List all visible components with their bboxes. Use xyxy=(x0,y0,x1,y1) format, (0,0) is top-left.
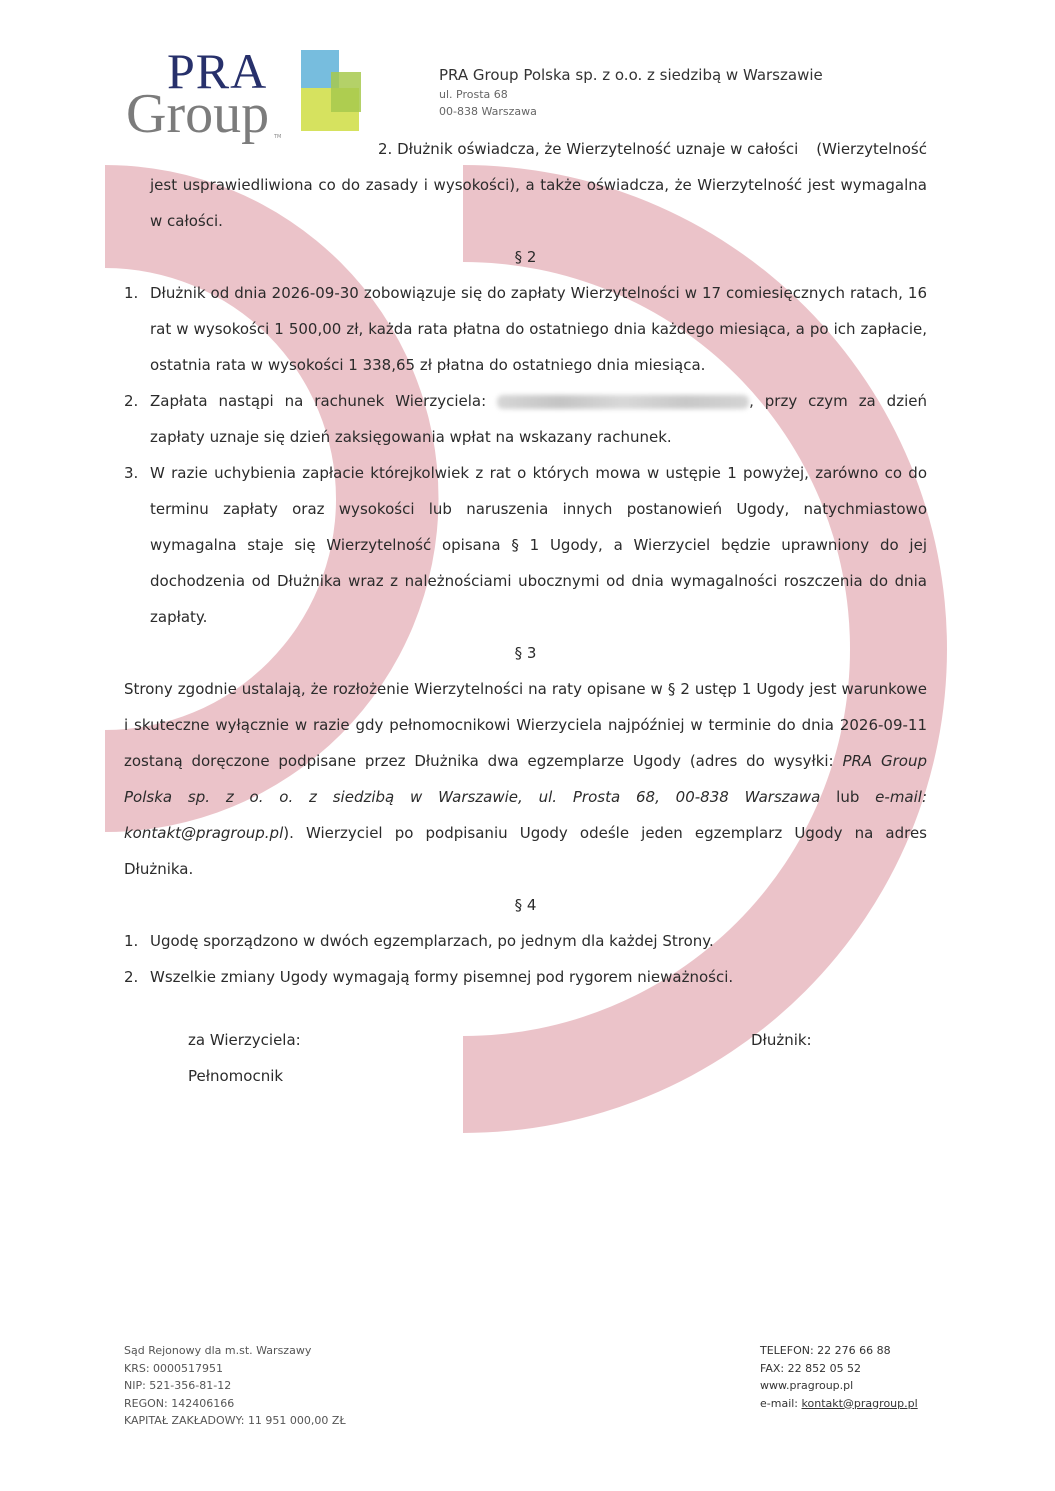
logo-square-green xyxy=(331,72,361,112)
item-number: 1. xyxy=(124,284,139,302)
item-text: Dłużnik od dnia 2026-09-30 zobowiązuje się do zapłaty Wierzytelności w 17 comiesięcznych ratach, 16 rat w wysokości 1 500,00 zł, każda rata płatna do ostatniego dnia każdego miesiąca, a po ich zapłacie, ostatnia rata w wysokości 1 338,65 zł płatna do ostatniego dnia miesiąca. xyxy=(150,284,927,374)
section-2-item xyxy=(124,455,927,635)
footer-phone: TELEFON: 22 276 66 88 xyxy=(760,1344,891,1357)
payment-text-after: , przy czym za dzień zapłaty uznaje się dzień zaksięgowania wpłat na wskazany rachunek. xyxy=(150,392,927,446)
item-text: Ugodę sporządzono w dwóch egzemplarzach, po jednym dla każdej Strony. xyxy=(150,932,714,950)
section-2-heading: § 2 xyxy=(514,248,537,266)
company-street: ul. Prosta 68 xyxy=(439,88,508,101)
item-text xyxy=(150,383,927,455)
debtor-label: Dłużnik: xyxy=(751,1031,812,1049)
item-number: 3. xyxy=(124,464,139,482)
logo-trademark: TM xyxy=(274,134,282,140)
creditor-role: Pełnomocnik xyxy=(188,1067,284,1085)
item-number: 1. xyxy=(124,932,139,950)
s3-text-e: ). Wierzyciel po podpisaniu Ugody odeśle jeden egzemplarz Ugody na adres Dłużnika. xyxy=(124,824,927,878)
section-4-item xyxy=(124,959,927,995)
intro-text-rest: (Wierzytelność jest usprawiedliwiona co do zasady i wysokości), a także oświadcza, że Wierzytelność jest wymagalna w całości. xyxy=(150,140,927,230)
footer-court: Sąd Rejonowy dla m.st. Warszawy xyxy=(124,1344,312,1357)
company-city: 00-838 Warszawa xyxy=(439,105,537,118)
item-text: W razie uchybienia zapłacie którejkolwiek z rat o których mowa w ustępie 1 powyżej, zarówno co do terminu zapłaty oraz wysokości lub naruszenia innych postanowień Ugody, natychmiastowo wymagalna staje się Wierzytelność opisana § 1 Ugody, a Wierzyciel będzie uprawniony do jej dochodzenia od Dłużnika wraz z należnościami ubocznymi od dnia wymagalności roszczenia do dnia zapłaty. xyxy=(150,464,927,626)
section-3-paragraph xyxy=(124,671,927,887)
company-header xyxy=(439,64,823,120)
s3-text-a: Strony zgodnie ustalają, że rozłożenie Wierzytelności na raty opisane w § 2 ustęp 1 Ugody jest warunkowe i skuteczne wyłącznie w razie gdy pełnomocnikowi Wierzyciela najpóźniej w terminie do dnia 2026-09-11 zostaną doręczone podpisane przez Dłużnika dwa egzemplarze Ugody (adres do wysyłki: xyxy=(124,680,927,770)
section-2-item xyxy=(124,275,927,383)
footer-email-prefix: e-mail: xyxy=(760,1396,802,1410)
company-name: PRA Group Polska sp. z o.o. z siedzibą w Warszawie xyxy=(439,66,823,84)
redacted-account-number xyxy=(497,395,749,409)
section-4-heading: § 4 xyxy=(514,896,537,914)
footer-regon: REGON: 142406166 xyxy=(124,1396,235,1410)
footer-registration-info xyxy=(124,1342,346,1430)
footer-email-link[interactable]: kontakt@pragroup.pl xyxy=(801,1396,918,1410)
logo-text-pra: PRA xyxy=(167,43,268,99)
document-body xyxy=(124,131,927,995)
s3-text-c: lub xyxy=(820,788,876,806)
footer-fax: FAX: 22 852 05 52 xyxy=(760,1361,862,1375)
section-3-heading: § 3 xyxy=(514,644,537,662)
footer-contact-info xyxy=(760,1342,918,1412)
section-2-item xyxy=(124,383,927,455)
item-number: 2. xyxy=(124,392,139,410)
debtor-signature-block xyxy=(751,1022,812,1058)
payment-text-before: Zapłata nastąpi na rachunek Wierzyciela: xyxy=(150,392,487,410)
footer-nip: NIP: 521-356-81-12 xyxy=(124,1379,232,1392)
intro-text-first: Dłużnik oświadcza, że Wierzytelność uznaje w całości xyxy=(397,140,799,158)
item-text: Wszelkie zmiany Ugody wymagają formy pisemnej pod rygorem nieważności. xyxy=(150,968,734,986)
item-number: 2. xyxy=(124,968,139,986)
s3-email: e-mail: kontakt@pragroup.pl xyxy=(124,788,928,842)
logo-text-group: Group xyxy=(126,83,270,145)
company-logo xyxy=(122,44,372,144)
intro-number: 2. xyxy=(378,140,393,158)
s3-mailing-address: PRA Group Polska sp. z o. o. z siedzibą w Warszawie, ul. Prosta 68, 00-838 Warszawa xyxy=(124,752,927,806)
footer-website[interactable]: www.pragroup.pl xyxy=(760,1379,854,1392)
footer-email xyxy=(760,1395,918,1413)
creditor-label: za Wierzyciela: xyxy=(188,1031,301,1049)
footer-krs: KRS: 0000517951 xyxy=(124,1361,224,1375)
footer-capital: KAPITAŁ ZAKŁADOWY: 11 951 000,00 ZŁ xyxy=(124,1414,346,1427)
section-4-item xyxy=(124,923,927,959)
creditor-signature-block xyxy=(188,1022,301,1094)
intro-paragraph xyxy=(124,131,927,239)
